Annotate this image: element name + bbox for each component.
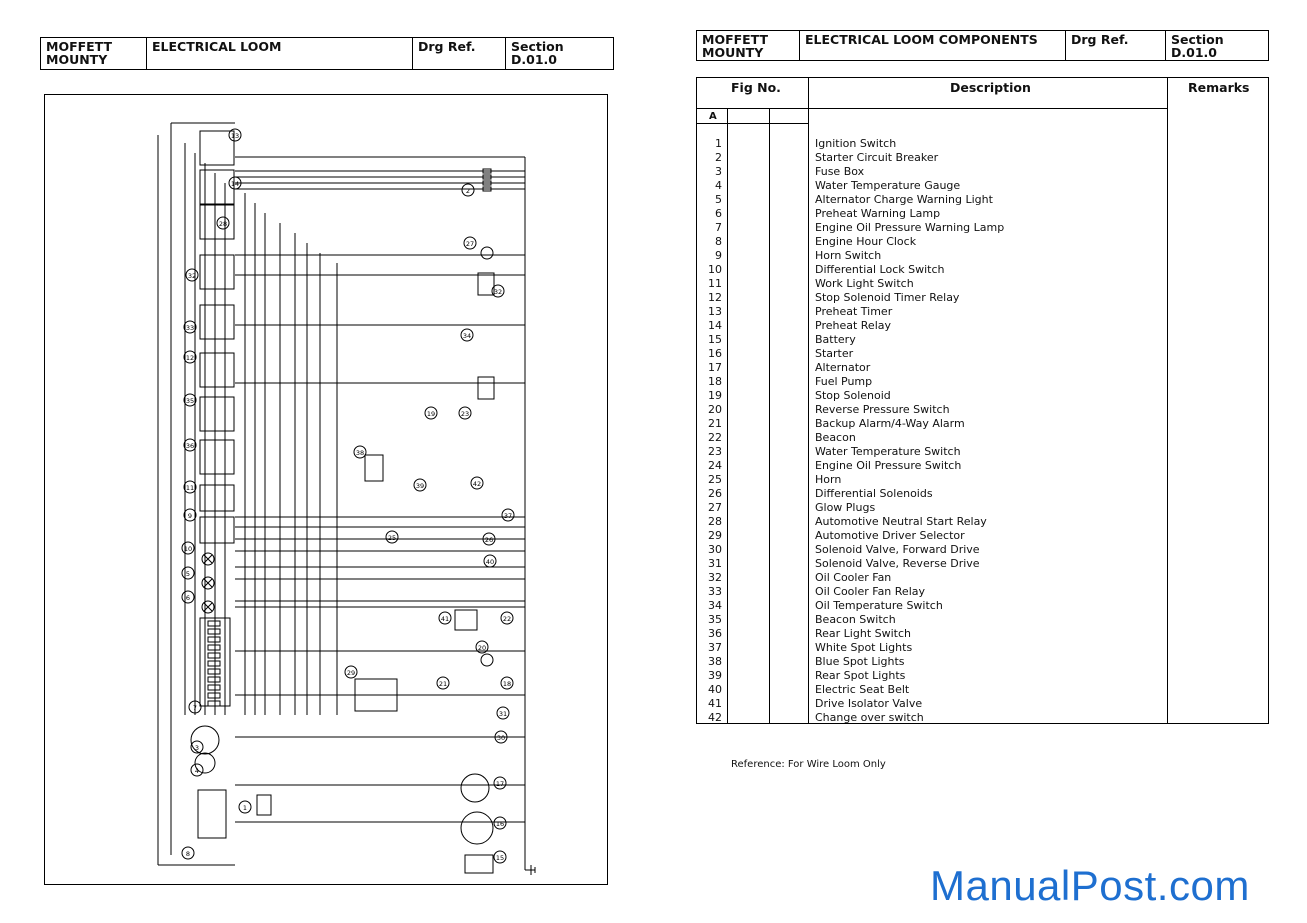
component-description: Beacon Switch xyxy=(815,613,896,626)
component-number: 26 xyxy=(708,487,722,500)
fuse xyxy=(208,645,220,650)
component-number: 1 xyxy=(715,137,722,150)
diagram-callout-label: 16 xyxy=(495,820,505,828)
component-number: 34 xyxy=(708,599,722,612)
fuse xyxy=(208,693,220,698)
component-number: 14 xyxy=(708,319,722,332)
components-title: ELECTRICAL LOOM COMPONENTS xyxy=(800,31,1066,61)
diagram-callout-label: 40 xyxy=(485,558,495,566)
diagram-callout-label: 31 xyxy=(498,710,508,718)
component-description: Solenoid Valve, Reverse Drive xyxy=(815,557,980,570)
diagram-callout-label: 41 xyxy=(440,615,450,623)
fuse xyxy=(208,629,220,634)
component-number: 41 xyxy=(708,697,722,710)
component-number: 16 xyxy=(708,347,722,360)
diagram-callout-label: 20 xyxy=(477,644,487,652)
section-cell xyxy=(506,38,614,70)
component-number: 3 xyxy=(715,165,722,178)
company-line-2: MOUNTY xyxy=(702,45,764,60)
component-description: Preheat Relay xyxy=(815,319,892,332)
diagram-callout-label: 23 xyxy=(460,410,470,418)
backup-alarm xyxy=(455,610,477,630)
battery-icon xyxy=(465,855,493,873)
diagram-callout-label: 12 xyxy=(185,354,195,362)
component-description: Water Temperature Switch xyxy=(815,445,961,458)
component-description: Horn Switch xyxy=(815,249,882,262)
component-description: Oil Cooler Fan xyxy=(815,571,892,584)
component-description: Differential Solenoids xyxy=(815,487,933,500)
diagram-callout-label: 9 xyxy=(187,512,193,520)
wiring-diagram xyxy=(44,94,608,885)
component-number: 5 xyxy=(715,193,722,206)
company-line-1: MOFFETT xyxy=(702,32,769,47)
diagram-callout-label: 13 xyxy=(230,132,240,140)
component-description: Rear Spot Lights xyxy=(815,669,906,682)
component-description: Work Light Switch xyxy=(815,277,914,290)
section-code: D.01.0 xyxy=(511,52,557,67)
component-description: Automotive Driver Selector xyxy=(815,529,965,542)
component-description: Fuse Box xyxy=(815,165,865,178)
company-cell xyxy=(697,31,800,61)
components-table xyxy=(696,77,1269,724)
component-description: Electric Seat Belt xyxy=(815,683,910,696)
component-description: Automotive Neutral Start Relay xyxy=(815,515,987,528)
fuse xyxy=(208,637,220,642)
component-description: Preheat Timer xyxy=(815,305,893,318)
component-number: 22 xyxy=(708,431,722,444)
component-number: 28 xyxy=(708,515,722,528)
component-number: 37 xyxy=(708,641,722,654)
fan-icon xyxy=(481,247,493,259)
diagram-callout-label: 32 xyxy=(493,288,503,296)
component-number: 2 xyxy=(715,151,722,164)
diagram-callout-label: 10 xyxy=(183,545,193,553)
row-group-label: A xyxy=(709,111,717,122)
component-number: 32 xyxy=(708,571,722,584)
component-number: 35 xyxy=(708,613,722,626)
diagram-callout-label: 7 xyxy=(192,704,198,712)
section-cell xyxy=(1166,31,1269,61)
component-description: Backup Alarm/4-Way Alarm xyxy=(815,417,965,430)
component-description: Ignition Switch xyxy=(815,137,897,150)
component-description: Change over switch xyxy=(815,711,924,724)
diagram-callout-label: 14 xyxy=(230,180,240,188)
component-number: 38 xyxy=(708,655,722,668)
section-code: D.01.0 xyxy=(1171,45,1217,60)
diagram-callout-label: 1 xyxy=(242,804,248,812)
diagram-callout-label: 39 xyxy=(415,482,425,490)
drg-ref-label: Drg Ref. xyxy=(413,38,506,70)
component-description: Horn xyxy=(815,473,842,486)
component-number: 4 xyxy=(715,179,722,192)
company-line-2: MOUNTY xyxy=(46,52,108,67)
ground-icon xyxy=(525,865,535,875)
component-number: 42 xyxy=(708,711,722,724)
component-number: 9 xyxy=(715,249,722,262)
circuit-breaker xyxy=(257,795,271,815)
component-description: Glow Plugs xyxy=(815,501,876,514)
component-number: 39 xyxy=(708,669,722,682)
component-description: Rear Light Switch xyxy=(815,627,911,640)
component-number: 33 xyxy=(708,585,722,598)
component-description: Alternator xyxy=(815,361,871,374)
drawing-title: ELECTRICAL LOOM xyxy=(147,38,413,70)
diagram-callout-label: 27 xyxy=(465,240,475,248)
components-header xyxy=(696,30,1269,61)
component-number: 24 xyxy=(708,459,722,472)
component-number: 30 xyxy=(708,543,722,556)
section-label: Section xyxy=(511,39,564,54)
diagram-callout-label: 8 xyxy=(185,850,191,858)
diagram-callout-label: 32 xyxy=(187,272,197,280)
drg-ref-label: Drg Ref. xyxy=(1066,31,1166,61)
diagram-callout-label: 18 xyxy=(502,680,512,688)
diagram-callout-label: 2 xyxy=(465,187,471,195)
component-description: Beacon xyxy=(815,431,856,444)
diagram-callout-label: 37 xyxy=(503,512,513,520)
fuse xyxy=(208,701,220,706)
component-description: Oil Cooler Fan Relay xyxy=(815,585,925,598)
diagram-callout-label: 11 xyxy=(185,484,195,492)
diagram-callout-label: 38 xyxy=(355,449,365,457)
fuel-pump-icon xyxy=(481,654,493,666)
remarks-header: Remarks xyxy=(1188,80,1250,95)
diagram-callout-label: 42 xyxy=(472,480,482,488)
component-description: Preheat Warning Lamp xyxy=(815,207,941,220)
component-number: 36 xyxy=(708,627,722,640)
component-description: Water Temperature Gauge xyxy=(815,179,961,192)
fuse xyxy=(208,677,220,682)
component-description: Starter Circuit Breaker xyxy=(815,151,939,164)
diagram-callout-label: 36 xyxy=(185,442,195,450)
component-number: 10 xyxy=(708,263,722,276)
diagram-callout-label: 33 xyxy=(185,324,195,332)
company-line-1: MOFFETT xyxy=(46,39,113,54)
fuse xyxy=(208,669,220,674)
component-number: 20 xyxy=(708,403,722,416)
component-number: 25 xyxy=(708,473,722,486)
component-number: 17 xyxy=(708,361,722,374)
component-number: 13 xyxy=(708,305,722,318)
component-description: Engine Hour Clock xyxy=(815,235,917,248)
diagram-callout-label: 21 xyxy=(438,680,448,688)
component-description: Oil Temperature Switch xyxy=(815,599,943,612)
component-number: 18 xyxy=(708,375,722,388)
component-number: 27 xyxy=(708,501,722,514)
fuse xyxy=(208,653,220,658)
diagram-callout-label: 30 xyxy=(496,734,506,742)
component-description: Alternator Charge Warning Light xyxy=(815,193,993,206)
fig-no-header: Fig No. xyxy=(731,80,781,95)
component-number: 19 xyxy=(708,389,722,402)
alternator-icon xyxy=(461,774,489,802)
component-description: Starter xyxy=(815,347,854,360)
component-description: Drive Isolator Valve xyxy=(815,697,923,710)
component-number: 40 xyxy=(708,683,722,696)
component-description: Engine Oil Pressure Warning Lamp xyxy=(815,221,1005,234)
beacon xyxy=(478,377,494,399)
company-cell xyxy=(41,38,147,70)
component-number: 15 xyxy=(708,333,722,346)
diagram-callout-label: 6 xyxy=(185,594,191,602)
component-number: 21 xyxy=(708,417,722,430)
component-description: White Spot Lights xyxy=(815,641,913,654)
diagram-callout-label: 35 xyxy=(185,397,195,405)
diagram-callout-label: 28 xyxy=(218,220,228,228)
component-number: 8 xyxy=(715,235,722,248)
diagram-callout-label: 25 xyxy=(387,534,397,542)
diagram-callout-label: 15 xyxy=(495,854,505,862)
component-description: Engine Oil Pressure Switch xyxy=(815,459,962,472)
fuse xyxy=(208,661,220,666)
component-description: Battery xyxy=(815,333,856,346)
component-number: 7 xyxy=(715,221,722,234)
component-description: Fuel Pump xyxy=(815,375,873,388)
starter-icon xyxy=(461,812,493,844)
diagram-callout-label: 5 xyxy=(185,570,191,578)
section-label: Section xyxy=(1171,32,1224,47)
component-description: Stop Solenoid Timer Relay xyxy=(815,291,960,304)
component-description: Stop Solenoid xyxy=(815,389,891,402)
component-number: 6 xyxy=(715,207,722,220)
diagram-callout-label: 29 xyxy=(346,669,356,677)
diagram-callout-label: 34 xyxy=(462,332,472,340)
diagram-callout-label: 4 xyxy=(194,767,200,775)
ignition-switch xyxy=(198,790,226,838)
component-description: Differential Lock Switch xyxy=(815,263,945,276)
component-number: 23 xyxy=(708,445,722,458)
diagram-callout-label: 22 xyxy=(502,615,512,623)
fuse xyxy=(208,621,220,626)
component-number: 11 xyxy=(708,277,722,290)
watermark-logo: ManualPost.com xyxy=(930,862,1250,909)
drawing-header xyxy=(40,37,614,70)
component-description: Reverse Pressure Switch xyxy=(815,403,950,416)
diagram-callout-label: 17 xyxy=(495,780,505,788)
description-header: Description xyxy=(950,80,1031,95)
component-number: 29 xyxy=(708,529,722,542)
component-description: Solenoid Valve, Forward Drive xyxy=(815,543,980,556)
component-number: 12 xyxy=(708,291,722,304)
diagram-callout-label: 26 xyxy=(484,536,494,544)
wiring-schematic xyxy=(45,95,607,884)
diagram-callout-label: 3 xyxy=(194,744,200,752)
change-over-switch xyxy=(365,455,383,481)
reference-note: Reference: For Wire Loom Only xyxy=(731,759,886,770)
fuse xyxy=(208,685,220,690)
component-description: Blue Spot Lights xyxy=(815,655,905,668)
diagram-callout-label: 19 xyxy=(426,410,436,418)
component-number: 31 xyxy=(708,557,722,570)
